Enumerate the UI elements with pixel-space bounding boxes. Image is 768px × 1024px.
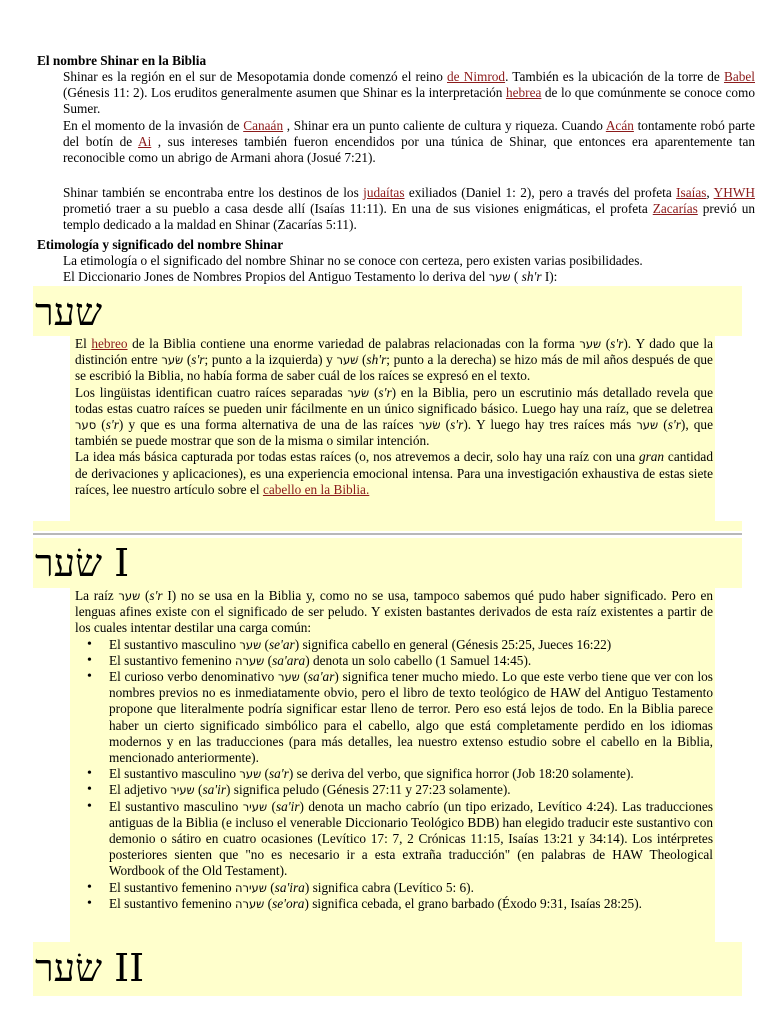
list-item: • El sustantivo femenino שעירה (sa'ira) significa cabra (Levítico 5: 6). [75, 880, 713, 896]
paragraph-hebrew-forms: El hebreo de la Biblia contiene una enorme variedad de palabras relacionadas con la forma שער (s'r). Y dado que la distinción entre שׂער (s'r; punto a la izquierda) y שׁער (sh'r; punto a la derecha) se hizo más de mil años después de que se escribió la Biblia, no había forma de saber cuál de los raíces se expresó en el texto. [75, 336, 713, 384]
paragraph-linguists: Los lingüistas identifican cuatro raíces separadas שׂער (s'r) en la Biblia, pero un escrutinio más detallado revela que todas estas cuatro raíces se pueden unir fácilmente en un único significado básico. Luego hay una raíz, que se deletrea סער (s'r) y que es una forma alternativa de una de las raíces שׂער (s'r). Y luego hay tres raíces más שער (s'r), que también se puede mostrar que son de la misma o similar intención. [75, 384, 713, 449]
link-acan[interactable]: Acán [605, 118, 634, 133]
link-ai[interactable]: Ai [137, 134, 152, 150]
paragraph-exiles: Shinar también se encontraba entre los destinos de los judaítas exiliados (Daniel 1: 2), pero a través del profeta Isaías, YHWH prometió traer a su pueblo a casa desde allí (Isaías 11:11). En una de sus visiones enigmáticas, el profeta Zacarías previó un templo dedicado a la maldad en Shinar (Zacarías 5:11). [63, 185, 755, 233]
link-hebreo[interactable]: hebreo [91, 336, 128, 351]
list-item: • El curioso verbo denominativo שער (sa'ar) significa tener mucho miedo. Lo que este verbo tiene que ver con los nombres previos no es inmediatamente obvio, pero el libro de texto teológico de HAW del Antiguo Testamento propone que literalmente podría significar estar lleno de terror. Pero eso está lejos de todo. En la Biblia parece haber un cierto significado simbólico para el cabello, algo que está completamente perdido en los idiomas modernos y en las traducciones (para más detalles, lea nuestro extenso estudio sobre el cabello en la Biblia, mencionado anteriormente). [75, 669, 713, 766]
heading-hebrew-sr-two: שׂער II [33, 942, 742, 996]
heading-hebrew-sr-one: שׂער I [33, 538, 742, 588]
link-isaias[interactable]: Isaías [676, 185, 707, 200]
list-item: • El sustantivo femenino שערה (se'ora) significa cebada, el grano barbado (Éxodo 9:31, Isaías 28:25). [75, 896, 713, 912]
list-item: • El adjetivo שעיר (sa'ir) significa peludo (Génesis 27:11 y 27:23 solamente). [75, 782, 713, 798]
link-judaitas[interactable]: judaítas [363, 185, 405, 200]
box-hebrew-roots [70, 336, 715, 521]
link-yhwh[interactable]: YHWH [713, 185, 755, 200]
list-item: • El sustantivo masculino שעיר (sa'ir) denota un macho cabrío (un tipo erizado, Levítico 4:24). Las traducciones antiguas de la Biblia (e incluso el venerable Diccionario Teológico BDB) han elegido traducir este sustantivo con demonio o sátiro en cuatro ocasiones (Levítico 17: 7, 2 Crónicas 11:15, Isaías 13:21 y 34:14). Los intérpretes posteriores sienten que "no es necesario ir a esta extraña traducción" (en palabras de HAW Theological Wordbook of the Old Testament). [75, 799, 713, 880]
link-hebrea[interactable]: hebrea [505, 85, 542, 101]
paragraph-canaan: En el momento de la invasión de Canaán , Shinar era un punto caliente de cultura y riqueza. Cuando Acán tontamente robó parte del botín de Ai , sus intereses también fueron encendidos por una túnica de Shinar, que entonces era aparentemente tan reconocible como un abrigo de Armani ahora (Josué 7:21). [63, 118, 755, 166]
heading-hebrew-shr: שער [33, 286, 742, 336]
section-title-etymology: Etimología y significado del nombre Shinar [37, 237, 284, 252]
list-item: • El sustantivo masculino שער (sa'r) se deriva del verbo, que significa horror (Job 18:20 solamente). [75, 766, 713, 782]
link-babel[interactable]: Babel [723, 69, 755, 84]
paragraph-basic-idea: La idea más básica capturada por todas estas raíces (o, nos atrevemos a decir, solo hay una raíz con una gran cantidad de derivaciones y aplicaciones), es una experiencia emocional intensa. Para una investigación exhaustiva de estas siete raíces, lee nuestro artículo sobre el cabello en la Biblia. [75, 449, 713, 497]
box-root-sr-one [70, 588, 715, 942]
link-zacarias[interactable]: Zacarías [652, 201, 698, 217]
paragraph-shinar-region: Shinar es la región en el sur de Mesopotamia donde comenzó el reino de Nimrod. También es la ubicación de la torre de Babel (Génesis 11: 2). Los eruditos generalmente asumen que Shinar es la interpretación hebrea de lo que comúnmente se conoce como Sumer. [63, 69, 755, 117]
derivatives-list [75, 637, 713, 912]
link-canaan[interactable]: Canaán [243, 118, 284, 133]
link-nimrod[interactable]: de Nimrod [447, 69, 506, 84]
box-bottom-strip [33, 521, 742, 531]
link-cabello-biblia[interactable]: cabello en la Biblia. [262, 481, 370, 497]
divider [33, 533, 742, 535]
paragraph-root-intro: La raíz שער (s'r I) no se usa en la Biblia y, como no se usa, tampoco sabemos qué pudo haber significado. Pero en lenguas afines existe con el significado de ser peludo. Y existen bastantes derivados de esta raíz existentes a partir de los cuales intentar destilar una carga común: [75, 588, 713, 636]
hebrew-word: שער [488, 270, 511, 285]
list-item: • El sustantivo masculino שער (se'ar) significa cabello en general (Génesis 25:25, Jueces 16:22) [75, 637, 713, 653]
section-title-shinar: El nombre Shinar en la Biblia [37, 53, 207, 68]
list-item: • El sustantivo femenino שערה (sa'ara) denota un solo cabello (1 Samuel 14:45). [75, 653, 713, 669]
paragraph-etymology-intro: La etimología o el significado del nombre Shinar no se conoce con certeza, pero existen varias posibilidades. El Diccionario Jones de Nombres Propios del Antiguo Testamento lo deriva del שער ( sh'r I): [63, 253, 643, 285]
